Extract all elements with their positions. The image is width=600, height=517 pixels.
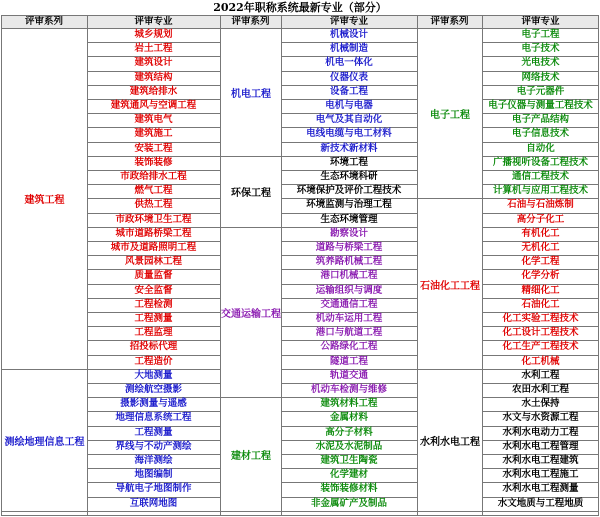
specialty-item: 建筑结构	[134, 71, 173, 83]
specialty-item: 装饰装修	[134, 156, 173, 168]
specialty-item: 建筑电气	[134, 114, 173, 126]
specialty-item: 建筑给排水	[129, 85, 178, 97]
specialty-item: 水文与水资源工程	[502, 412, 579, 424]
specialty-table	[1, 15, 599, 516]
specialty-item: 工程造价	[134, 355, 173, 367]
specialty-item: 风景园林工程	[124, 256, 182, 268]
specialty-item: 市政给排水工程	[120, 171, 187, 182]
specialty-item: 石油与石油炼制	[507, 199, 574, 211]
specialty-item: 化工生产工程技术	[502, 341, 579, 353]
specialty-item: 隧道工程	[329, 355, 368, 367]
specialty-item: 筑养路机械工程	[315, 256, 383, 268]
specialty-item: 水土保持	[521, 398, 560, 410]
category-label: 机电工程	[231, 88, 271, 100]
specialty-item: 通信工程技术	[511, 171, 569, 182]
specialty-item: 运输组织与调度	[315, 284, 383, 296]
specialty-item: 电子技术	[521, 43, 560, 55]
specialty-item: 电子工程	[521, 29, 560, 40]
header-category: 评审系列	[220, 15, 281, 28]
specialty-item: 金属材料	[329, 412, 368, 424]
specialty-item: 设备工程	[329, 85, 368, 97]
specialty-item: 建筑施工	[134, 128, 173, 140]
specialty-item: 岩土工程	[134, 43, 173, 55]
category-label: 建材工程	[231, 450, 271, 462]
specialty-item: 环境保护及评价工程技术	[296, 185, 402, 197]
specialty-item: 新技术新材料	[320, 142, 378, 154]
specialty-item: 安装工程	[134, 142, 173, 154]
specialty-item: 城市道路桥梁工程	[115, 227, 192, 239]
specialty-item: 地理信息系统工程	[115, 412, 192, 424]
specialty-item: 建筑材料工程	[320, 398, 378, 410]
table-bottom-border	[1, 515, 599, 516]
specialty-item: 轨道交通	[329, 369, 368, 381]
category-label: 水利水电工程	[420, 436, 480, 448]
specialty-item: 环境监测与治理工程	[306, 199, 392, 211]
specialty-item: 电子元器件	[516, 85, 565, 97]
category-label: 环保工程	[231, 188, 271, 200]
specialty-item: 农田水利工程	[511, 384, 569, 395]
specialty-item: 机械制造	[329, 43, 368, 55]
specialty-item: 高分子化工	[516, 213, 565, 225]
specialty-item: 电线电缆与电工材料	[306, 128, 392, 140]
category-divider	[417, 511, 482, 512]
specialty-item: 水文地质与工程地质	[497, 497, 584, 509]
category-label: 电子工程	[430, 110, 470, 122]
specialty-item: 地图编制	[134, 469, 173, 481]
specialty-item: 电机与电器	[325, 100, 373, 111]
specialty-item: 环境工程	[329, 156, 368, 168]
specialty-item: 装饰装修材料	[320, 483, 378, 495]
category-cell	[221, 398, 281, 511]
specialty-item: 燃气工程	[134, 185, 173, 197]
specialty-item: 安全监督	[134, 284, 173, 296]
specialty-item: 水利水电工程施工	[502, 469, 579, 481]
category-cell	[418, 370, 482, 511]
category-cell	[418, 199, 482, 368]
category-label: 石油化工工程	[420, 280, 480, 292]
specialty-item: 机电一体化	[325, 57, 373, 69]
specialty-item: 工程测量	[134, 426, 173, 438]
specialty-item: 仪器仪表	[329, 71, 368, 83]
specialty-item: 计算机与应用工程技术	[492, 185, 588, 197]
specialty-item: 水利水电工程建筑	[502, 455, 579, 466]
specialty-item: 工程测量	[134, 313, 173, 324]
specialty-item: 非金属矿产及制品	[310, 497, 387, 509]
specialty-item: 工程监理	[134, 327, 173, 339]
category-divider	[1, 511, 87, 512]
specialty-item: 交通通信工程	[320, 298, 378, 310]
specialty-item: 电子仪器与测量工程技术	[488, 100, 593, 111]
category-cell	[418, 29, 482, 198]
category-cell	[221, 29, 281, 156]
header-specialty: 评审专业	[281, 15, 417, 28]
specialty-item: 机动车检测与维修	[310, 384, 387, 395]
specialty-item: 广播视听设备工程技术	[492, 156, 588, 168]
specialty-item: 光电技术	[521, 57, 560, 69]
specialty-item: 水泥及水泥制品	[315, 440, 383, 452]
specialty-item: 电子信息技术	[511, 128, 569, 140]
header-specialty: 评审专业	[87, 15, 220, 28]
specialty-item: 无机化工	[521, 242, 560, 253]
specialty-item: 网络技术	[521, 71, 560, 83]
specialty-item: 城市及道路照明工程	[110, 242, 197, 253]
category-cell	[2, 370, 87, 511]
specialty-item: 电气及其自动化	[315, 114, 383, 126]
specialty-item: 机动车运用工程	[315, 313, 383, 324]
specialty-item: 水利水电工程管理	[502, 440, 579, 452]
category-label: 建筑工程	[24, 195, 65, 207]
header-category: 评审系列	[1, 15, 87, 28]
category-label: 测绘地理信息工程	[4, 436, 85, 448]
specialty-item: 港口与航道工程	[315, 327, 383, 339]
table-top-border	[1, 15, 599, 16]
specialty-item: 质量监督	[134, 270, 173, 282]
category-cell	[221, 228, 281, 397]
specialty-item: 招投标代理	[129, 341, 178, 353]
specialty-item: 化学建材	[329, 469, 368, 481]
specialty-item: 自动化	[526, 142, 555, 154]
table-title: 2022年职称系统最新专业（部分）	[213, 1, 387, 14]
specialty-item: 有机化工	[521, 227, 560, 239]
header-category: 评审系列	[417, 15, 482, 28]
specialty-item: 摄影测量与遥感	[120, 398, 187, 410]
specialty-item: 石油化工	[521, 298, 560, 310]
specialty-item: 建筑设计	[134, 57, 173, 69]
category-label: 交通运输工程	[221, 308, 281, 320]
specialty-item: 高分子材料	[325, 426, 373, 438]
header-specialty: 评审专业	[482, 15, 599, 28]
specialty-item: 水利水电动力工程	[502, 426, 579, 438]
specialty-item: 道路与桥梁工程	[315, 242, 383, 253]
specialty-item: 化学工程	[521, 256, 560, 268]
specialty-item: 市政环境卫生工程	[115, 213, 192, 225]
specialty-item: 化工设计工程技术	[502, 327, 579, 339]
category-cell	[2, 29, 87, 369]
specialty-item: 建筑通风与空调工程	[110, 100, 197, 111]
category-cell	[221, 157, 281, 227]
specialty-item: 建筑卫生陶瓷	[320, 455, 378, 466]
specialty-item: 水利水电工程测量	[502, 483, 579, 495]
specialty-item: 化工实验工程技术	[502, 313, 579, 324]
specialty-item: 导航电子地图制作	[115, 483, 192, 495]
category-divider	[220, 511, 281, 512]
specialty-item: 大地测量	[134, 369, 173, 381]
specialty-item: 港口机械工程	[320, 270, 378, 282]
specialty-item: 测绘航空摄影	[124, 384, 182, 395]
specialty-item: 供热工程	[134, 199, 173, 211]
specialty-item: 生态环境科研	[320, 171, 378, 182]
specialty-item: 水利工程	[521, 369, 560, 381]
specialty-item: 精细化工	[521, 284, 560, 296]
specialty-item: 城乡规划	[134, 29, 173, 40]
specialty-item: 公路绿化工程	[320, 341, 378, 353]
specialty-item: 电子产品结构	[511, 114, 569, 126]
specialty-item: 机械设计	[329, 29, 368, 40]
specialty-item: 工程检测	[134, 298, 173, 310]
specialty-item: 互联网地图	[129, 497, 178, 509]
specialty-item: 化学分析	[521, 270, 560, 282]
specialty-item: 界线与不动产测绘	[115, 440, 192, 452]
specialty-item: 海洋测绘	[134, 455, 173, 466]
specialty-item: 化工机械	[521, 355, 560, 367]
specialty-item: 勘察设计	[329, 227, 368, 239]
row-divider	[1, 511, 599, 512]
specialty-item: 生态环境管理	[320, 213, 378, 225]
